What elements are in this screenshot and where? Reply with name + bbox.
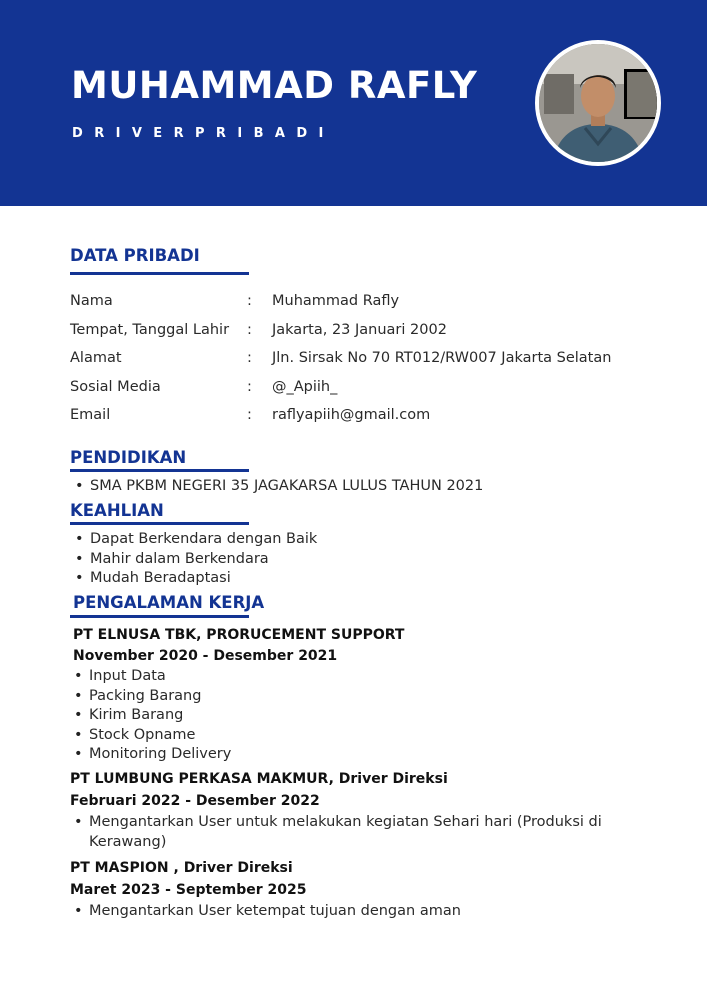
section-divider [70,522,249,525]
field-label: Nama [70,293,113,309]
field-separator: : [247,322,252,338]
job-title: PT MASPION , Driver Direksi [70,860,293,876]
job-title: PT LUMBUNG PERKASA MAKMUR, Driver Direksi [70,771,448,787]
field-separator: : [247,407,252,423]
section-title-experience: PENGALAMAN KERJA [73,593,265,612]
list-item: • Packing Barang [71,687,671,707]
section-divider [70,615,249,618]
field-value: Jln. Sirsak No 70 RT012/RW007 Jakarta Selatan [272,350,612,366]
list-item: • Stock Opname [71,726,671,746]
job-task-list [71,667,671,765]
personal-row-birth [70,320,670,340]
section-divider [70,272,249,275]
profile-photo-image [539,44,657,162]
section-divider [70,469,249,472]
job-title: PT ELNUSA TBK, PRORUCEMENT SUPPORT [73,627,405,643]
field-separator: : [247,293,252,309]
field-value: Jakarta, 23 Januari 2002 [272,322,447,338]
list-item: • Mahir dalam Berkendara [72,550,672,570]
job-period: November 2020 - Desember 2021 [73,648,338,664]
field-separator: : [247,379,252,395]
section-title-personal: DATA PRIBADI [70,246,200,265]
field-label: Tempat, Tanggal Lahir [70,322,230,338]
job-role: DRIVERPRIBADI [72,126,335,141]
candidate-name: MUHAMMAD RAFLY [71,64,478,107]
field-separator: : [247,350,252,366]
list-item: • Mengantarkan User untuk melakukan kegiatan Sehari hari (Produksi di Kerawang) [71,813,616,852]
list-item: • Kirim Barang [71,706,671,726]
field-value: @_Apiih_ [272,379,338,395]
job-task-list [71,813,616,852]
list-item: • SMA PKBM NEGERI 35 JAGAKARSA LULUS TAHUN 2021 [72,477,672,497]
list-item: • Monitoring Delivery [71,745,671,765]
list-item: • Mudah Beradaptasi [72,569,672,589]
list-item: • Mengantarkan User ketempat tujuan dengan aman [71,902,671,922]
profile-photo [535,40,661,166]
personal-row-social [70,377,670,397]
skills-list [72,530,672,589]
personal-row-name [70,291,670,311]
personal-row-address [70,348,670,368]
personal-row-email [70,405,670,425]
header-banner [0,0,707,206]
job-period: Februari 2022 - Desember 2022 [70,793,320,809]
field-label: Alamat [70,350,122,366]
field-value: raflyapiih@gmail.com [272,407,431,423]
list-item: • Dapat Berkendara dengan Baik [72,530,672,550]
section-title-skills: KEAHLIAN [70,501,164,520]
job-task-list [71,902,671,922]
field-value: Muhammad Rafly [272,293,400,309]
field-label: Email [70,407,111,423]
job-period: Maret 2023 - September 2025 [70,882,307,898]
education-list [72,477,672,497]
list-item: • Input Data [71,667,671,687]
section-title-education: PENDIDIKAN [70,448,187,467]
field-label: Sosial Media [70,379,161,395]
